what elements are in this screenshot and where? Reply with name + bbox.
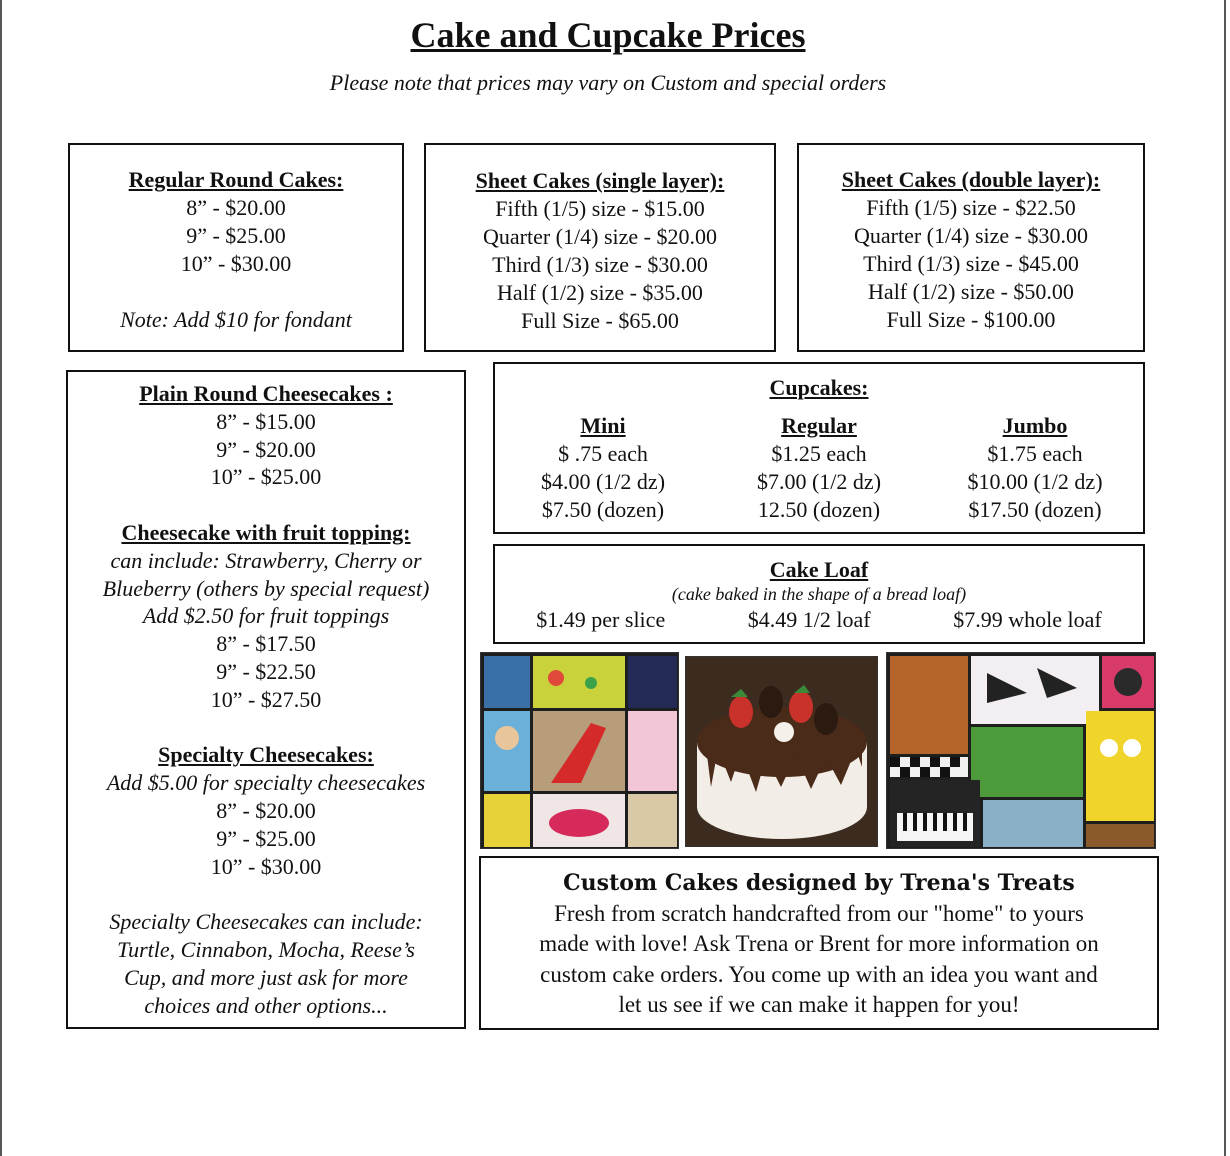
price-line: 9” - $20.00 [216,436,316,462]
cake-loaf-box [493,544,1145,644]
custom-text-line: made with love! Ask Trena or Brent for more information on [539,931,1099,956]
sheet-cakes-single-box [424,143,776,352]
specialty-cheesecake-heading: Specialty Cheesecakes: [158,742,374,768]
fruit-desc-line: Add $2.50 for fruit toppings [142,603,390,629]
price-line: Half (1/2) size - $50.00 [868,279,1074,304]
cupcake-size-name: Mini [580,413,626,438]
price-line: 10” - $30.00 [210,853,322,879]
page-title: Cake and Cupcake Prices [410,15,806,55]
price-line: 8” - $20.00 [186,195,286,220]
specialty-desc-line: Cup, and more just ask for more [124,964,408,990]
price-line: $1.49 per slice [536,607,666,632]
cupcake-column-regular [714,412,924,524]
price-line: Quarter (1/4) size - $30.00 [854,223,1088,248]
price-line: 10” - $27.50 [210,686,322,712]
cupcakes-box [493,362,1145,534]
price-line: $7.00 (1/2 dz) [756,469,882,494]
cake-collage-photo [480,652,679,849]
price-line: Third (1/3) size - $30.00 [492,252,708,277]
custom-text-line: custom cake orders. You come up with an idea you want and [540,961,1098,987]
custom-text-line: let us see if we can make it happen for you! [618,992,1020,1017]
novelty-cake-collage-photo [886,652,1156,849]
price-line: $4.49 1/2 loaf [747,607,871,632]
fruit-desc-line: can include: Strawberry, Cherry or [110,547,422,573]
price-line: $ .75 each [558,441,648,466]
custom-cakes-box [479,856,1159,1030]
price-line: $1.25 each [771,441,867,466]
cupcake-size-name: Regular [781,413,857,438]
fruit-cheesecake-heading: Cheesecake with fruit topping: [121,519,411,545]
specialty-desc-line: Specialty Cheesecakes can include: [109,909,423,935]
price-line: $10.00 (1/2 dz) [967,469,1103,494]
sheet-cakes-double-box [797,143,1145,352]
price-line: 9” - $22.50 [216,658,316,684]
sheet-double-heading: Sheet Cakes (double layer): [841,167,1101,192]
cake-loaf-heading: Cake Loaf [769,557,869,582]
price-line: 12.50 (dozen) [757,497,881,522]
price-line: 8” - $15.00 [216,408,316,434]
price-line: $4.00 (1/2 dz) [540,469,666,494]
price-line: 9” - $25.00 [216,825,316,851]
cake-loaf-subheading: (cake baked in the shape of a bread loaf) [671,584,967,604]
price-line: 8” - $17.50 [216,631,316,657]
regular-round-heading: Regular Round Cakes: [128,167,344,192]
cupcake-column-mini [498,412,708,524]
chocolate-strawberry-cake-photo [685,656,878,847]
price-line: 9” - $25.00 [186,223,286,248]
specialty-desc-line: Turtle, Cinnabon, Mocha, Reese’s [117,936,415,962]
custom-cakes-heading: Custom Cakes designed by Trena's Treats [563,870,1075,896]
cheesecakes-box [66,370,466,1029]
specialty-note: Add $5.00 for specialty cheesecakes [106,770,426,796]
page-subtitle: Please note that prices may vary on Custom and special orders [329,70,887,95]
custom-text-line: Fresh from scratch handcrafted from our "home" to yours [554,900,1084,926]
price-line: Fifth (1/5) size - $22.50 [866,195,1076,220]
price-line: 8” - $20.00 [216,797,316,823]
fruit-desc-line: Blueberry (others by special request) [102,575,430,601]
price-line: 10” - $30.00 [180,251,292,276]
plain-cheesecake-heading: Plain Round Cheesecakes : [139,381,393,406]
price-line: Fifth (1/5) size - $15.00 [495,196,705,221]
price-line: Full Size - $100.00 [886,307,1056,332]
price-line: Quarter (1/4) size - $20.00 [483,224,717,249]
price-line: $1.75 each [987,441,1083,466]
cupcake-size-name: Jumbo [1002,413,1068,438]
price-line: Full Size - $65.00 [521,308,679,333]
price-line: $7.99 whole loaf [953,607,1102,632]
fondant-note: Note: Add $10 for fondant [120,307,352,332]
price-line: Half (1/2) size - $35.00 [497,280,703,305]
price-line: $17.50 (dozen) [968,497,1102,522]
cupcake-column-jumbo [930,412,1140,524]
price-line: Third (1/3) size - $45.00 [863,251,1079,276]
specialty-desc-line: choices and other options... [144,992,388,1018]
price-line: 10” - $25.00 [210,464,322,490]
regular-round-cakes-box [68,143,404,352]
cupcakes-heading: Cupcakes: [769,375,869,400]
sheet-single-heading: Sheet Cakes (single layer): [475,168,725,193]
price-line: $7.50 (dozen) [541,497,665,522]
